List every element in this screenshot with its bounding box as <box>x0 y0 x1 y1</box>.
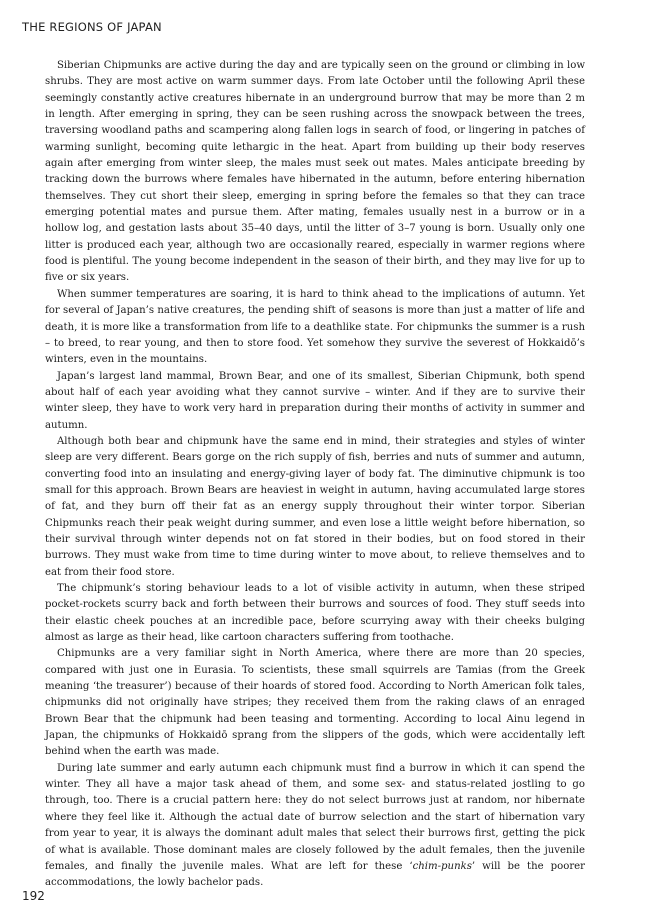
paragraph: The chipmunk’s storing behaviour leads to a lot of visible activity in autumn, when these striped pocket-rockets scurry back and forth between their burrows and sources of food. They stuff seeds into their elastic cheek pouches at an incredible pace, before scurrying away with their cheeks bulging almost as large as their head, like cartoon characters suffering from toothache. <box>45 583 585 644</box>
paragraph: Japan’s largest land mammal, Brown Bear, and one of its smallest, Siberian Chipmunk, both spend about half of each year avoiding what they cannot survive – winter. And if they are to survive their winter sleep, they have to work very hard in preparation during their months of activity in summer and autumn. <box>45 370 585 431</box>
body-text <box>45 58 585 892</box>
running-head: THE REGIONS OF JAPAN <box>22 20 162 34</box>
paragraph-last <box>45 761 585 892</box>
paragraph: Although both bear and chipmunk have the same end in mind, their strategies and styles of winter sleep are very different. Bears gorge on the rich supply of fish, berries and nuts of summer and autumn, converting food into an insulating and energy-giving layer of body fat. The diminutive chipmunk is too small for this approach. Brown Bears are heaviest in weight in autumn, having accumulated large stores of fat, and they burn off their fat as an energy supply throughout their winter torpor. Siberian Chipmunks reach their peak weight during summer, and even lose a little weight before hibernation, so their survival through winter depends not on fat stored in their bodies, but on food stored in their burrows. They must wake from time to time during winter to move about, to relieve themselves and to eat from their food store. <box>45 435 585 578</box>
text-run: During late summer and early autumn each chipmunk must find a burrow in which it can spend the winter. They all have a major task ahead of them, and some sex- and status-related jostling to go through, too. There is a crucial pattern here: they do not select burrows just at random, nor hibernate where they feel like it. Although the actual date of burrow selection and the start of hibernation vary from year to year, it is always the dominant adult males that select their burrows first, getting the pick of what is available. Those dominant males are closely followed by the adult females, then the juvenile females, and finally the juvenile males. What are left for these ‘ <box>45 762 585 872</box>
page-number: 192 <box>22 889 45 903</box>
paragraph: Siberian Chipmunks are active during the day and are typically seen on the ground or climbing in low shrubs. They are most active on warm summer days. From late October until the following April these seemingly constantly active creatures hibernate in an underground burrow that may be more than 2 m in length. After emerging in spring, they can be seen rushing across the snowpack between the trees, traversing woodland paths and scampering along fallen logs in search of food, or lingering in patches of warming sunlight, becoming quite lethargic in the heat. Apart from building up their body reserves again after emerging from winter sleep, the males must seek out mates. Males anticipate breeding by tracking down the burrows where females have hibernated in the autumn, before entering hibernation themselves. They cut short their sleep, emerging in spring before the females so that they can trace emerging potential mates and pursue them. After mating, females usually nest in a burrow or in a hollow log, and gestation lasts about 35–40 days, until the litter of 3–7 young is born. Usually only one litter is produced each year, although two are occasionally reared, especially in warmer regions where food is plentiful. The young become independent in the season of their birth, and they may live for up to five or six years. <box>45 60 585 284</box>
paragraph: Chipmunks are a very familiar sight in North America, where there are more than 20 species, compared with just one in Eurasia. To scientists, these small squirrels are Tamias (from the Greek meaning ‘the treasurer’) because of their hoards of stored food. According to North American folk tales, chipmunks did not originally have stripes; they received them from the raking claws of an enraged Brown Bear that the chipmunk had been teasing and tormenting. According to local Ainu legend in Japan, the chipmunks of Hokkaidō sprang from the slippers of the gods, which were accidentally left behind when the earth was made. <box>45 648 585 758</box>
italic-term: chim-punks <box>412 860 472 872</box>
text-run: ’ will be the poorer accommodations, the lowly bachelor pads. <box>45 860 585 889</box>
paragraph: When summer temperatures are soaring, it is hard to think ahead to the implications of autumn. Yet for several of Japan’s native creatures, the pending shift of seasons is more than just a matter of life and death, it is more like a transformation from life to a deathlike state. For chipmunks the summer is a rush – to breed, to rear young, and then to store food. Yet somehow they survive the severest of Hokkaidō’s winters, even in the mountains. <box>45 288 585 366</box>
